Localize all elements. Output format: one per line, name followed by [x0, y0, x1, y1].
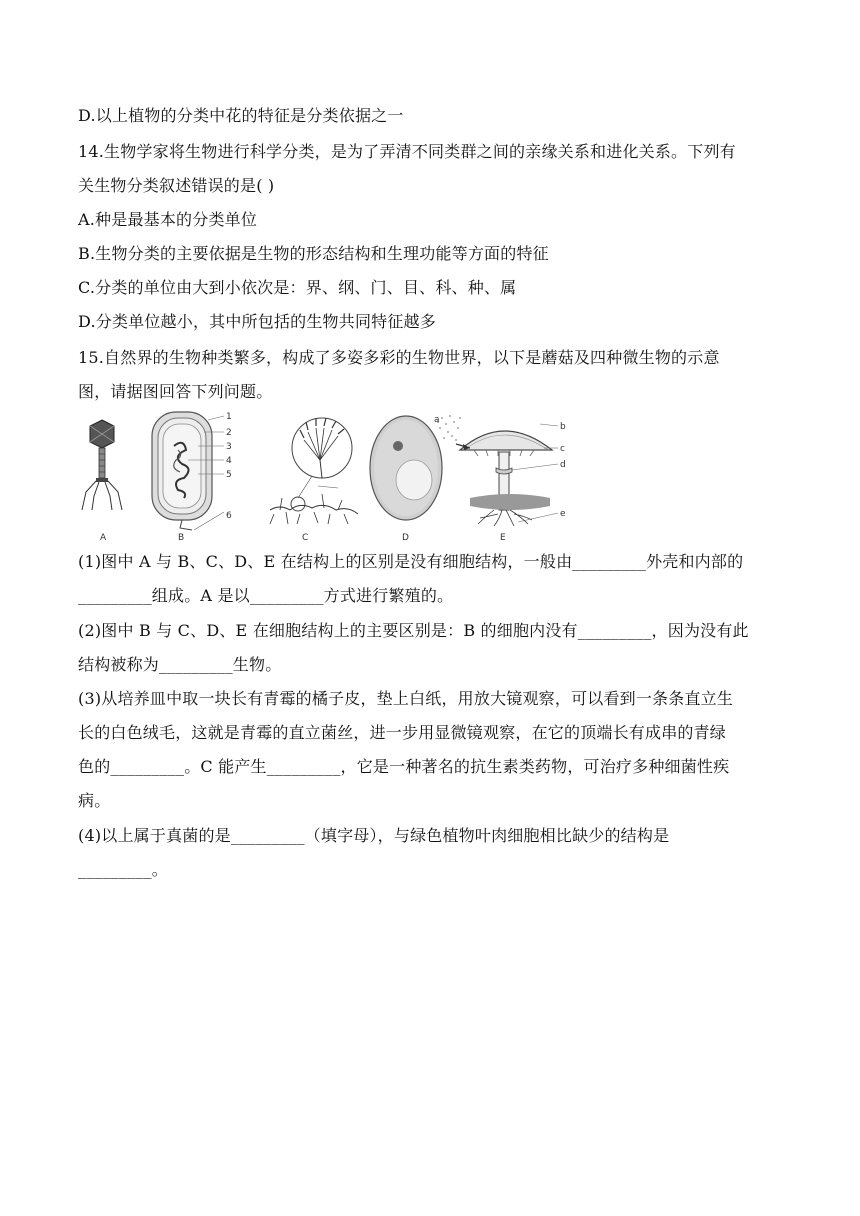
option-14b: B.生物分类的主要依据是生物的形态结构和生理功能等方面的特征 [78, 244, 549, 263]
yeast-drawing [370, 416, 442, 520]
question-15-stem: 15.自然界的生物种类繁多，构成了多姿多彩的生物世界，以下是蘑菇及四种微生物的示意 [78, 348, 720, 367]
label-b-5: 5 [226, 470, 232, 480]
label-b-4: 4 [226, 456, 232, 466]
label-e-e: e [560, 509, 566, 519]
option-13d: D.以上植物的分类中花的特征是分类依据之一 [78, 106, 404, 125]
mushroom-drawing [434, 415, 566, 526]
subquestion-1-cont: _________组成。A 是以_________方式进行繁殖的。 [78, 586, 454, 605]
caption-b: B [178, 533, 185, 543]
question-15-stem-cont: 图，请据图回答下列问题。 [78, 382, 273, 401]
label-e-b: b [560, 422, 566, 432]
label-b-1: 1 [226, 412, 232, 422]
subquestion-3: (3)从培养皿中取一块长有青霉的橘子皮，垫上白纸，用放大镜观察，可以看到一条条直立生 [78, 689, 734, 708]
label-e-c: c [560, 444, 565, 454]
caption-d: D [402, 533, 409, 543]
subquestion-2-cont: 结构被称为_________生物。 [78, 655, 282, 674]
label-b-2: 2 [226, 428, 232, 438]
label-b-3: 3 [226, 442, 232, 452]
subquestion-3-cont: 长的白色绒毛，这就是青霉的直立菌丝，进一步用显微镜观察，在它的顶端长有成串的青绿 [78, 723, 727, 742]
bacterium-drawing [152, 412, 232, 530]
subquestion-1: (1)图中 A 与 B、C、D、E 在结构上的区别是没有细胞结构，一般由_________外壳和内部的 [78, 552, 744, 571]
label-b-6: 6 [226, 511, 232, 521]
question-14-stem: 14.生物学家将生物进行科学分类，是为了弄清不同类群之间的亲缘关系和进化关系。下列有 [78, 142, 736, 161]
caption-c: C [302, 533, 309, 543]
subquestion-3-cont3: 病。 [78, 791, 111, 810]
subquestion-3-cont2: 色的_________。C 能产生_________，它是一种著名的抗生素类药物，可治疗多种细菌性疾 [78, 757, 730, 776]
option-14a: A.种是最基本的分类单位 [78, 210, 258, 229]
microorganism-figure [74, 410, 574, 545]
penicillium-drawing [270, 418, 358, 524]
label-e-a: a [434, 415, 440, 425]
bacteriophage-drawing [82, 420, 122, 510]
caption-e: E [500, 533, 506, 543]
caption-a: A [100, 533, 107, 543]
subquestion-4-cont: _________。 [78, 860, 168, 879]
subquestion-4: (4)以上属于真菌的是_________（填字母），与绿色植物叶肉细胞相比缺少的结构是 [78, 826, 670, 845]
label-e-d: d [560, 460, 566, 470]
subquestion-2: (2)图中 B 与 C、D、E 在细胞结构上的主要区别是：B 的细胞内没有_________，因为没有此 [78, 621, 749, 640]
question-14-stem-cont: 关生物分类叙述错误的是( ) [78, 176, 275, 195]
option-14d: D.分类单位越小，其中所包括的生物共同特征越多 [78, 312, 436, 331]
option-14c: C.分类的单位由大到小依次是：界、纲、门、目、科、种、属 [78, 278, 517, 297]
